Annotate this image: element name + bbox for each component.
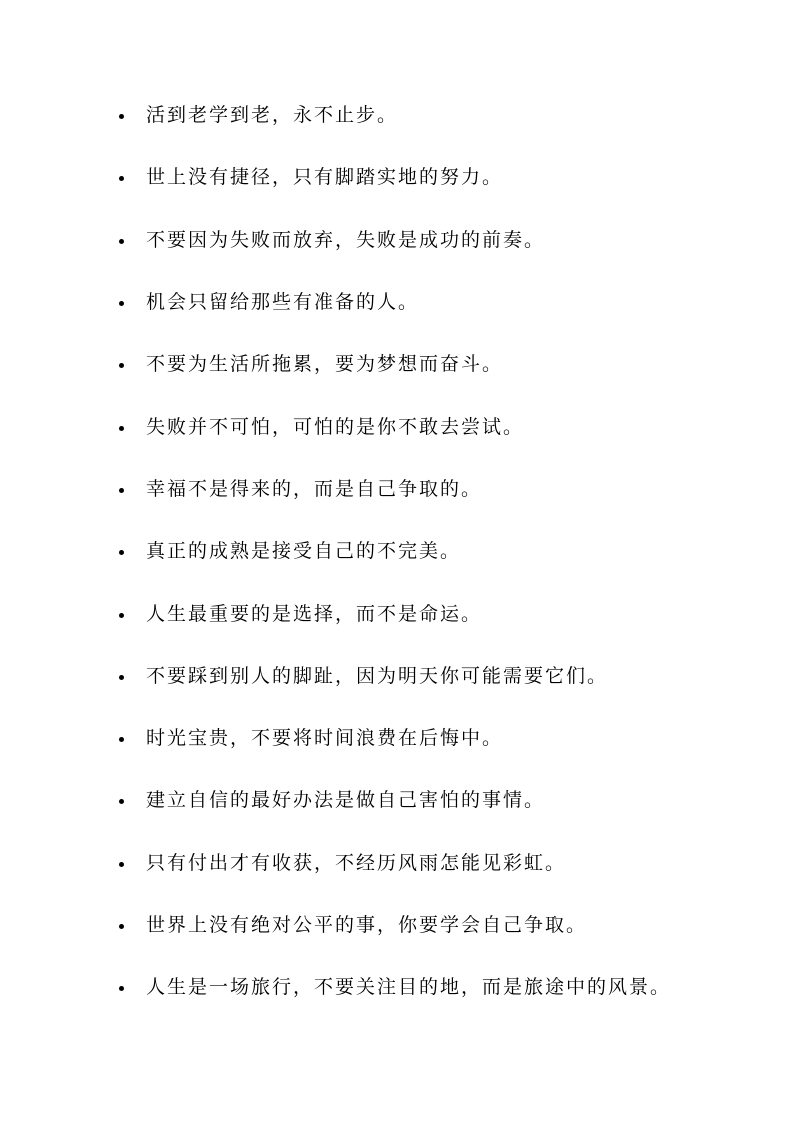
list-item (0, 395, 800, 457)
quote-text: 只有付出才有收获，不经历风雨怎能见彩虹。 (146, 851, 567, 874)
quote-text: 机会只留给那些有准备的人。 (146, 291, 420, 314)
bullet-icon (119, 488, 124, 493)
list-item (0, 582, 800, 644)
bullet-icon (119, 862, 124, 867)
bullet-icon (119, 114, 124, 119)
bullet-icon (119, 176, 124, 181)
bullet-icon (119, 550, 124, 555)
quote-text: 真正的成熟是接受自己的不完美。 (146, 540, 462, 563)
quote-text: 失败并不可怕，可怕的是你不敢去尝试。 (146, 415, 525, 438)
bullet-icon (119, 426, 124, 431)
bullet-icon (119, 737, 124, 742)
bullet-icon (119, 986, 124, 991)
bullet-icon (119, 613, 124, 618)
bullet-icon (119, 301, 124, 306)
quote-text: 人生是一场旅行，不要关注目的地，而是旅途中的风景。 (146, 976, 672, 999)
quote-text: 幸福不是得来的，而是自己争取的。 (146, 477, 483, 500)
quote-text: 建立自信的最好办法是做自己害怕的事情。 (146, 789, 546, 812)
bullet-icon (119, 924, 124, 929)
quote-text: 世界上没有绝对公平的事，你要学会自己争取。 (146, 914, 588, 936)
quote-text: 世上没有捷径，只有脚踏实地的努力。 (146, 166, 504, 189)
quote-text: 人生最重要的是选择，而不是命运。 (146, 602, 483, 625)
list-item (0, 894, 800, 956)
list-item (0, 707, 800, 769)
list-item (0, 520, 800, 582)
quote-list (0, 84, 800, 1018)
list-item (0, 956, 800, 1018)
quote-text: 时光宝贵，不要将时间浪费在后悔中。 (146, 727, 504, 750)
list-item (0, 146, 800, 208)
list-item (0, 271, 800, 333)
bullet-icon (119, 799, 124, 804)
list-item (0, 645, 800, 707)
quote-text: 不要为生活所拖累，要为梦想而奋斗。 (146, 353, 504, 376)
bullet-icon (119, 363, 124, 368)
list-item (0, 458, 800, 520)
list-item (0, 84, 800, 146)
bullet-icon (119, 675, 124, 680)
bullet-icon (119, 239, 124, 244)
quote-text: 不要因为失败而放弃，失败是成功的前奏。 (146, 228, 546, 251)
quote-text: 活到老学到老，永不止步。 (146, 104, 399, 127)
list-item (0, 333, 800, 395)
quote-text: 不要踩到别人的脚趾，因为明天你可能需要它们。 (146, 664, 609, 687)
list-item (0, 832, 800, 894)
list-item (0, 769, 800, 831)
list-item (0, 209, 800, 271)
